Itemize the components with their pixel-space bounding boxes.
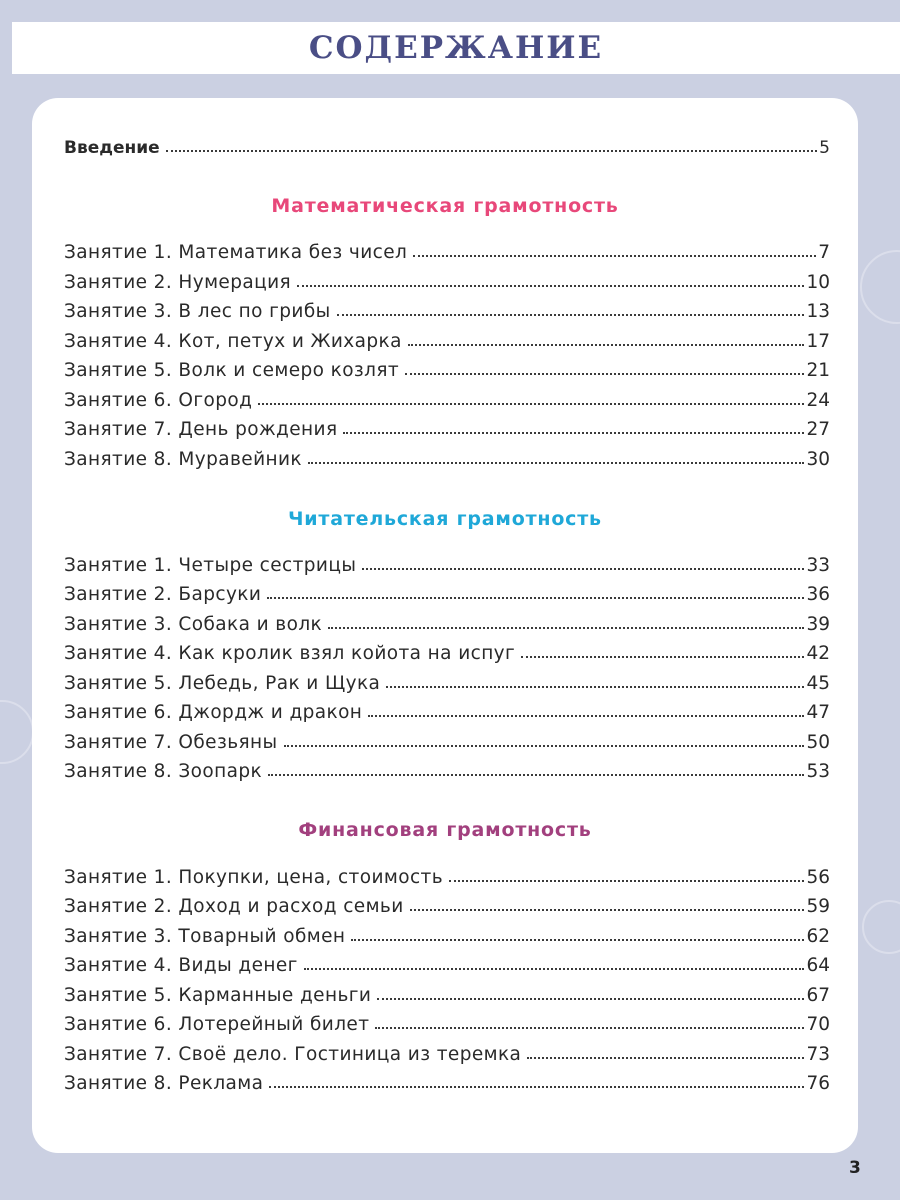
toc-leader-dots	[258, 403, 804, 405]
toc-entry-label: Занятие 3. В лес по грибы	[64, 301, 331, 322]
toc-entry-label: Занятие 8. Реклама	[64, 1073, 264, 1094]
toc-entry[interactable]	[64, 723, 830, 753]
toc-entry-label: Занятие 8. Зоопарк	[64, 761, 263, 782]
toc-leader-dots	[408, 344, 805, 346]
toc-entry-page: 27	[806, 419, 830, 440]
toc-entry-page: 36	[806, 584, 830, 605]
page-title: СОДЕРЖАНИЕ	[308, 30, 604, 66]
toc-entry-page: 45	[806, 673, 830, 694]
toc-entry-label: Занятие 7. Обезьяны	[64, 732, 278, 753]
toc-entry-page: 70	[806, 1014, 830, 1035]
toc-entry-label: Занятие 1. Четыре сестрицы	[64, 555, 357, 576]
toc-leader-dots	[362, 568, 804, 570]
toc-entry-label: Занятие 2. Доход и расход семьи	[64, 896, 404, 917]
toc-entry-label: Занятие 5. Карманные деньги	[64, 985, 372, 1006]
toc-entry-label: Занятие 7. Своё дело. Гостиница из теремка	[64, 1044, 522, 1065]
toc-entry-page: 30	[806, 449, 830, 470]
toc-entry[interactable]	[64, 634, 830, 664]
toc-leader-dots	[449, 880, 804, 882]
toc-leader-dots	[337, 314, 805, 316]
toc-leader-dots	[166, 150, 817, 152]
toc-entry[interactable]	[64, 1005, 830, 1035]
toc-entry[interactable]	[64, 887, 830, 917]
toc-entry-label: Занятие 2. Барсуки	[64, 584, 262, 605]
title-band	[12, 22, 900, 74]
toc-entry-page: 24	[806, 390, 830, 411]
toc-entry-page: 47	[806, 702, 830, 723]
toc-entry-page: 59	[806, 896, 830, 917]
page-number: 3	[849, 1158, 861, 1178]
toc-entry-label: Занятие 4. Виды денег	[64, 955, 298, 976]
toc-entry[interactable]	[64, 233, 830, 263]
toc-entry-label: Занятие 3. Собака и волк	[64, 614, 323, 635]
toc-leader-dots	[386, 686, 804, 688]
toc-leader-dots	[304, 968, 805, 970]
toc-entry-label: Занятие 3. Товарный обмен	[64, 926, 346, 947]
toc-entry[interactable]	[64, 440, 830, 470]
toc-entry-page: 67	[806, 985, 830, 1006]
toc-entry-page: 5	[819, 138, 830, 158]
toc-entry-page: 42	[806, 643, 830, 664]
toc-entry-label: Занятие 4. Как кролик взял койота на испуг	[64, 643, 516, 664]
toc-entry-page: 62	[806, 926, 830, 947]
toc-entry-page: 53	[806, 761, 830, 782]
toc-entry[interactable]	[64, 858, 830, 888]
toc-entry[interactable]	[64, 546, 830, 576]
toc-entry[interactable]	[64, 575, 830, 605]
toc-entry[interactable]	[64, 946, 830, 976]
toc-entry[interactable]	[64, 976, 830, 1006]
toc-entry-label: Занятие 5. Лебедь, Рак и Щука	[64, 673, 381, 694]
toc-entry-page: 21	[806, 360, 830, 381]
toc-entry-page: 73	[806, 1044, 830, 1065]
toc-entry-label: Занятие 1. Покупки, цена, стоимость	[64, 867, 444, 888]
toc-leader-dots	[343, 432, 804, 434]
toc-entry[interactable]	[64, 292, 830, 322]
toc-entry-page: 13	[806, 301, 830, 322]
toc-entry[interactable]	[64, 752, 830, 782]
toc-entry-label: Занятие 6. Джордж и дракон	[64, 702, 363, 723]
toc-leader-dots	[284, 745, 805, 747]
section-heading-finance: Финансовая грамотность	[298, 819, 592, 841]
toc-entry-label: Занятие 1. Математика без чисел	[64, 242, 408, 263]
toc-entry-intro[interactable]	[64, 128, 830, 158]
toc-entry-page: 7	[818, 242, 830, 263]
toc-entry[interactable]	[64, 1064, 830, 1094]
toc-entry-page: 10	[806, 272, 830, 293]
toc-entry-label: Введение	[64, 138, 160, 158]
toc-entry[interactable]	[64, 322, 830, 352]
toc-entry[interactable]	[64, 605, 830, 635]
toc-leader-dots	[351, 939, 804, 941]
toc-leader-dots	[267, 597, 804, 599]
toc-entry-label: Занятие 7. День рождения	[64, 419, 338, 440]
toc-entry-page: 76	[806, 1073, 830, 1094]
toc-entry[interactable]	[64, 351, 830, 381]
toc-leader-dots	[328, 627, 804, 629]
toc-entry[interactable]	[64, 693, 830, 723]
section-heading-math: Математическая грамотность	[271, 195, 619, 217]
toc-leader-dots	[269, 1086, 804, 1088]
toc-entry-page: 39	[806, 614, 830, 635]
toc-leader-dots	[268, 774, 804, 776]
toc-entry-page: 33	[806, 555, 830, 576]
toc-leader-dots	[368, 715, 804, 717]
toc-entry-label: Занятие 4. Кот, петух и Жихарка	[64, 331, 402, 352]
toc-leader-dots	[521, 656, 804, 658]
toc-entry-label: Занятие 8. Муравейник	[64, 449, 303, 470]
toc-leader-dots	[375, 1027, 804, 1029]
toc-leader-dots	[377, 998, 804, 1000]
toc-leader-dots	[308, 462, 804, 464]
toc-entry[interactable]	[64, 917, 830, 947]
toc-entry-page: 64	[806, 955, 830, 976]
toc-leader-dots	[405, 373, 804, 375]
toc-entry[interactable]	[64, 263, 830, 293]
toc-entry[interactable]	[64, 381, 830, 411]
toc-leader-dots	[527, 1057, 804, 1059]
toc-leader-dots	[297, 285, 804, 287]
toc-entry-label: Занятие 2. Нумерация	[64, 272, 292, 293]
toc-entry-label: Занятие 6. Огород	[64, 390, 253, 411]
toc-entry-page: 17	[806, 331, 830, 352]
toc-leader-dots	[410, 909, 805, 911]
toc-entry[interactable]	[64, 664, 830, 694]
toc-leader-dots	[413, 255, 816, 257]
toc-entry-page: 50	[806, 732, 830, 753]
section-heading-reading: Читательская грамотность	[288, 508, 602, 530]
toc-entry[interactable]	[64, 1035, 830, 1065]
toc-entry-label: Занятие 6. Лотерейный билет	[64, 1014, 370, 1035]
toc-entry[interactable]	[64, 410, 830, 440]
toc-entry-label: Занятие 5. Волк и семеро козлят	[64, 360, 400, 381]
toc-entry-page: 56	[806, 867, 830, 888]
